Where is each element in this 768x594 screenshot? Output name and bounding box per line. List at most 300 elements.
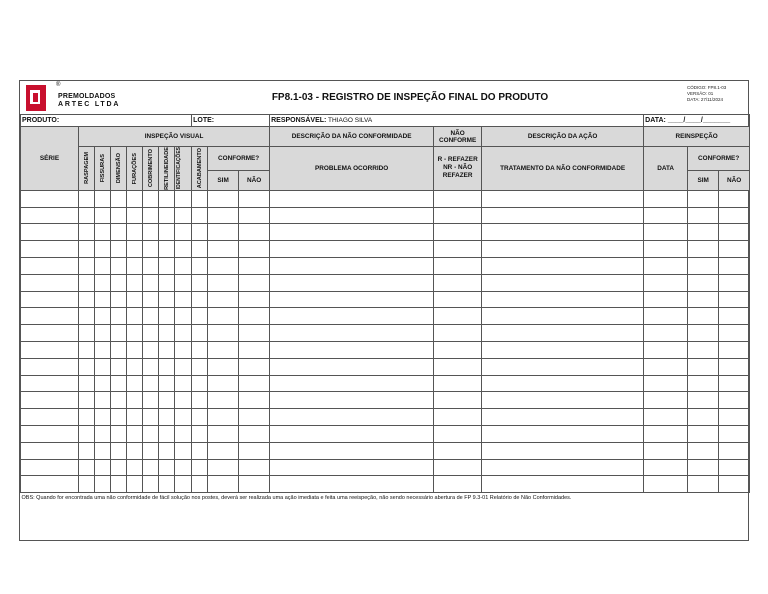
entry-cell[interactable]: [239, 308, 270, 325]
entry-cell[interactable]: [719, 291, 750, 308]
entry-cell[interactable]: [644, 409, 688, 426]
entry-cell[interactable]: [239, 375, 270, 392]
entry-cell[interactable]: [208, 375, 239, 392]
entry-cell[interactable]: [175, 207, 192, 224]
entry-cell[interactable]: [21, 308, 79, 325]
entry-cell[interactable]: [644, 325, 688, 342]
produto-field[interactable]: PRODUTO:: [21, 115, 192, 127]
entry-cell[interactable]: [143, 224, 159, 241]
entry-cell[interactable]: [644, 342, 688, 359]
entry-cell[interactable]: [175, 325, 192, 342]
entry-cell[interactable]: [95, 308, 111, 325]
entry-cell[interactable]: [95, 392, 111, 409]
entry-cell[interactable]: [644, 241, 688, 258]
entry-cell[interactable]: [239, 241, 270, 258]
entry-cell[interactable]: [719, 241, 750, 258]
entry-cell[interactable]: [208, 291, 239, 308]
entry-cell[interactable]: [688, 241, 719, 258]
entry-cell[interactable]: [482, 207, 644, 224]
entry-cell[interactable]: [79, 224, 95, 241]
entry-cell[interactable]: [239, 442, 270, 459]
entry-cell[interactable]: [143, 258, 159, 275]
entry-cell[interactable]: [688, 308, 719, 325]
entry-cell[interactable]: [270, 241, 434, 258]
entry-cell[interactable]: [434, 409, 482, 426]
entry-cell[interactable]: [239, 325, 270, 342]
entry-cell[interactable]: [111, 392, 127, 409]
entry-cell[interactable]: [79, 358, 95, 375]
entry-cell[interactable]: [482, 375, 644, 392]
entry-cell[interactable]: [719, 476, 750, 493]
entry-cell[interactable]: [644, 442, 688, 459]
entry-cell[interactable]: [21, 274, 79, 291]
entry-cell[interactable]: [688, 325, 719, 342]
entry-cell[interactable]: [434, 442, 482, 459]
entry-cell[interactable]: [434, 392, 482, 409]
entry-cell[interactable]: [644, 476, 688, 493]
entry-cell[interactable]: [21, 224, 79, 241]
entry-cell[interactable]: [719, 409, 750, 426]
entry-cell[interactable]: [208, 325, 239, 342]
entry-cell[interactable]: [159, 375, 175, 392]
entry-cell[interactable]: [175, 291, 192, 308]
entry-cell[interactable]: [192, 392, 208, 409]
entry-cell[interactable]: [159, 207, 175, 224]
entry-cell[interactable]: [192, 459, 208, 476]
entry-cell[interactable]: [434, 241, 482, 258]
entry-cell[interactable]: [127, 224, 143, 241]
entry-cell[interactable]: [95, 274, 111, 291]
entry-cell[interactable]: [95, 241, 111, 258]
entry-cell[interactable]: [270, 207, 434, 224]
data-field[interactable]: DATA: ____/____/_______: [644, 115, 750, 127]
entry-cell[interactable]: [143, 375, 159, 392]
entry-cell[interactable]: [21, 476, 79, 493]
entry-cell[interactable]: [159, 291, 175, 308]
entry-cell[interactable]: [111, 224, 127, 241]
entry-cell[interactable]: [482, 308, 644, 325]
entry-cell[interactable]: [482, 442, 644, 459]
entry-cell[interactable]: [111, 426, 127, 443]
entry-cell[interactable]: [127, 342, 143, 359]
entry-cell[interactable]: [79, 392, 95, 409]
entry-cell[interactable]: [143, 459, 159, 476]
entry-cell[interactable]: [719, 375, 750, 392]
entry-cell[interactable]: [434, 358, 482, 375]
entry-cell[interactable]: [111, 258, 127, 275]
entry-cell[interactable]: [208, 241, 239, 258]
entry-cell[interactable]: [111, 342, 127, 359]
entry-cell[interactable]: [719, 392, 750, 409]
entry-cell[interactable]: [143, 342, 159, 359]
entry-cell[interactable]: [127, 409, 143, 426]
entry-cell[interactable]: [270, 224, 434, 241]
entry-cell[interactable]: [239, 224, 270, 241]
entry-cell[interactable]: [79, 442, 95, 459]
entry-cell[interactable]: [95, 224, 111, 241]
entry-cell[interactable]: [270, 426, 434, 443]
entry-cell[interactable]: [192, 258, 208, 275]
entry-cell[interactable]: [270, 358, 434, 375]
entry-cell[interactable]: [270, 392, 434, 409]
entry-cell[interactable]: [192, 375, 208, 392]
entry-cell[interactable]: [175, 224, 192, 241]
entry-cell[interactable]: [21, 258, 79, 275]
entry-cell[interactable]: [79, 308, 95, 325]
entry-cell[interactable]: [143, 325, 159, 342]
entry-cell[interactable]: [270, 409, 434, 426]
entry-cell[interactable]: [270, 190, 434, 207]
entry-cell[interactable]: [270, 442, 434, 459]
entry-cell[interactable]: [143, 241, 159, 258]
entry-cell[interactable]: [482, 190, 644, 207]
entry-cell[interactable]: [21, 459, 79, 476]
entry-cell[interactable]: [434, 274, 482, 291]
entry-cell[interactable]: [175, 258, 192, 275]
entry-cell[interactable]: [159, 409, 175, 426]
entry-cell[interactable]: [688, 358, 719, 375]
entry-cell[interactable]: [482, 241, 644, 258]
entry-cell[interactable]: [482, 459, 644, 476]
entry-cell[interactable]: [127, 291, 143, 308]
entry-cell[interactable]: [111, 442, 127, 459]
entry-cell[interactable]: [159, 459, 175, 476]
entry-cell[interactable]: [143, 392, 159, 409]
entry-cell[interactable]: [482, 358, 644, 375]
entry-cell[interactable]: [159, 442, 175, 459]
entry-cell[interactable]: [79, 409, 95, 426]
entry-cell[interactable]: [688, 342, 719, 359]
entry-cell[interactable]: [111, 325, 127, 342]
entry-cell[interactable]: [95, 426, 111, 443]
entry-cell[interactable]: [175, 308, 192, 325]
entry-cell[interactable]: [434, 291, 482, 308]
entry-cell[interactable]: [644, 207, 688, 224]
entry-cell[interactable]: [434, 375, 482, 392]
entry-cell[interactable]: [111, 409, 127, 426]
entry-cell[interactable]: [688, 409, 719, 426]
entry-cell[interactable]: [482, 325, 644, 342]
entry-cell[interactable]: [208, 358, 239, 375]
entry-cell[interactable]: [644, 291, 688, 308]
entry-cell[interactable]: [644, 190, 688, 207]
entry-cell[interactable]: [192, 476, 208, 493]
entry-cell[interactable]: [719, 207, 750, 224]
entry-cell[interactable]: [270, 342, 434, 359]
entry-cell[interactable]: [95, 476, 111, 493]
entry-cell[interactable]: [143, 291, 159, 308]
entry-cell[interactable]: [192, 224, 208, 241]
entry-cell[interactable]: [270, 375, 434, 392]
entry-cell[interactable]: [175, 442, 192, 459]
entry-cell[interactable]: [79, 258, 95, 275]
entry-cell[interactable]: [143, 476, 159, 493]
entry-cell[interactable]: [127, 392, 143, 409]
entry-cell[interactable]: [111, 308, 127, 325]
entry-cell[interactable]: [208, 476, 239, 493]
entry-cell[interactable]: [208, 190, 239, 207]
entry-cell[interactable]: [143, 274, 159, 291]
entry-cell[interactable]: [208, 224, 239, 241]
entry-cell[interactable]: [482, 274, 644, 291]
entry-cell[interactable]: [21, 342, 79, 359]
entry-cell[interactable]: [143, 308, 159, 325]
entry-cell[interactable]: [270, 476, 434, 493]
entry-cell[interactable]: [192, 308, 208, 325]
entry-cell[interactable]: [482, 224, 644, 241]
entry-cell[interactable]: [79, 207, 95, 224]
entry-cell[interactable]: [208, 274, 239, 291]
entry-cell[interactable]: [434, 224, 482, 241]
entry-cell[interactable]: [79, 476, 95, 493]
entry-cell[interactable]: [644, 274, 688, 291]
entry-cell[interactable]: [111, 459, 127, 476]
entry-cell[interactable]: [175, 274, 192, 291]
entry-cell[interactable]: [159, 274, 175, 291]
entry-cell[interactable]: [239, 258, 270, 275]
entry-cell[interactable]: [175, 409, 192, 426]
entry-cell[interactable]: [688, 392, 719, 409]
entry-cell[interactable]: [143, 190, 159, 207]
entry-cell[interactable]: [95, 258, 111, 275]
entry-cell[interactable]: [688, 476, 719, 493]
entry-cell[interactable]: [192, 207, 208, 224]
entry-cell[interactable]: [159, 426, 175, 443]
entry-cell[interactable]: [192, 409, 208, 426]
entry-cell[interactable]: [21, 442, 79, 459]
entry-cell[interactable]: [159, 308, 175, 325]
entry-cell[interactable]: [79, 190, 95, 207]
entry-cell[interactable]: [159, 358, 175, 375]
entry-cell[interactable]: [127, 442, 143, 459]
entry-cell[interactable]: [482, 342, 644, 359]
entry-cell[interactable]: [688, 258, 719, 275]
entry-cell[interactable]: [111, 375, 127, 392]
entry-cell[interactable]: [21, 291, 79, 308]
entry-cell[interactable]: [127, 459, 143, 476]
entry-cell[interactable]: [270, 308, 434, 325]
entry-cell[interactable]: [208, 207, 239, 224]
entry-cell[interactable]: [79, 291, 95, 308]
entry-cell[interactable]: [192, 442, 208, 459]
entry-cell[interactable]: [21, 241, 79, 258]
entry-cell[interactable]: [239, 274, 270, 291]
entry-cell[interactable]: [688, 459, 719, 476]
entry-cell[interactable]: [21, 375, 79, 392]
entry-cell[interactable]: [95, 409, 111, 426]
entry-cell[interactable]: [434, 476, 482, 493]
entry-cell[interactable]: [688, 291, 719, 308]
entry-cell[interactable]: [111, 207, 127, 224]
entry-cell[interactable]: [127, 426, 143, 443]
entry-cell[interactable]: [21, 207, 79, 224]
entry-cell[interactable]: [644, 224, 688, 241]
entry-cell[interactable]: [719, 224, 750, 241]
entry-cell[interactable]: [719, 274, 750, 291]
entry-cell[interactable]: [175, 459, 192, 476]
entry-cell[interactable]: [159, 325, 175, 342]
entry-cell[interactable]: [159, 224, 175, 241]
entry-cell[interactable]: [159, 392, 175, 409]
entry-cell[interactable]: [79, 375, 95, 392]
entry-cell[interactable]: [95, 325, 111, 342]
entry-cell[interactable]: [644, 426, 688, 443]
entry-cell[interactable]: [434, 190, 482, 207]
entry-cell[interactable]: [719, 358, 750, 375]
entry-cell[interactable]: [688, 190, 719, 207]
entry-cell[interactable]: [644, 459, 688, 476]
entry-cell[interactable]: [192, 241, 208, 258]
entry-cell[interactable]: [208, 459, 239, 476]
entry-cell[interactable]: [434, 207, 482, 224]
entry-cell[interactable]: [95, 358, 111, 375]
entry-cell[interactable]: [208, 409, 239, 426]
entry-cell[interactable]: [192, 358, 208, 375]
entry-cell[interactable]: [127, 476, 143, 493]
entry-cell[interactable]: [208, 392, 239, 409]
entry-cell[interactable]: [95, 291, 111, 308]
entry-cell[interactable]: [127, 325, 143, 342]
entry-cell[interactable]: [192, 325, 208, 342]
entry-cell[interactable]: [21, 409, 79, 426]
entry-cell[interactable]: [270, 459, 434, 476]
entry-cell[interactable]: [21, 190, 79, 207]
entry-cell[interactable]: [143, 409, 159, 426]
entry-cell[interactable]: [434, 342, 482, 359]
entry-cell[interactable]: [95, 442, 111, 459]
entry-cell[interactable]: [239, 190, 270, 207]
entry-cell[interactable]: [111, 274, 127, 291]
entry-cell[interactable]: [175, 392, 192, 409]
entry-cell[interactable]: [208, 308, 239, 325]
entry-cell[interactable]: [482, 426, 644, 443]
entry-cell[interactable]: [719, 442, 750, 459]
entry-cell[interactable]: [95, 342, 111, 359]
entry-cell[interactable]: [239, 426, 270, 443]
entry-cell[interactable]: [143, 442, 159, 459]
entry-cell[interactable]: [21, 358, 79, 375]
entry-cell[interactable]: [644, 392, 688, 409]
entry-cell[interactable]: [239, 392, 270, 409]
entry-cell[interactable]: [143, 426, 159, 443]
entry-cell[interactable]: [192, 274, 208, 291]
entry-cell[interactable]: [95, 375, 111, 392]
entry-cell[interactable]: [159, 476, 175, 493]
entry-cell[interactable]: [644, 358, 688, 375]
entry-cell[interactable]: [175, 476, 192, 493]
entry-cell[interactable]: [239, 291, 270, 308]
entry-cell[interactable]: [79, 342, 95, 359]
entry-cell[interactable]: [127, 190, 143, 207]
entry-cell[interactable]: [719, 258, 750, 275]
entry-cell[interactable]: [270, 291, 434, 308]
entry-cell[interactable]: [719, 190, 750, 207]
entry-cell[interactable]: [270, 274, 434, 291]
entry-cell[interactable]: [127, 308, 143, 325]
entry-cell[interactable]: [79, 274, 95, 291]
entry-cell[interactable]: [21, 392, 79, 409]
entry-cell[interactable]: [434, 325, 482, 342]
entry-cell[interactable]: [127, 274, 143, 291]
entry-cell[interactable]: [175, 358, 192, 375]
entry-cell[interactable]: [239, 207, 270, 224]
entry-cell[interactable]: [688, 442, 719, 459]
entry-cell[interactable]: [143, 358, 159, 375]
entry-cell[interactable]: [127, 375, 143, 392]
entry-cell[interactable]: [192, 190, 208, 207]
entry-cell[interactable]: [434, 426, 482, 443]
entry-cell[interactable]: [159, 241, 175, 258]
entry-cell[interactable]: [239, 358, 270, 375]
entry-cell[interactable]: [482, 258, 644, 275]
entry-cell[interactable]: [143, 207, 159, 224]
entry-cell[interactable]: [482, 291, 644, 308]
entry-cell[interactable]: [482, 476, 644, 493]
entry-cell[interactable]: [192, 291, 208, 308]
entry-cell[interactable]: [719, 308, 750, 325]
entry-cell[interactable]: [111, 241, 127, 258]
entry-cell[interactable]: [208, 442, 239, 459]
lote-field[interactable]: LOTE:: [192, 115, 270, 127]
entry-cell[interactable]: [482, 409, 644, 426]
entry-cell[interactable]: [208, 258, 239, 275]
entry-cell[interactable]: [21, 325, 79, 342]
entry-cell[interactable]: [688, 207, 719, 224]
entry-cell[interactable]: [688, 274, 719, 291]
entry-cell[interactable]: [192, 342, 208, 359]
entry-cell[interactable]: [95, 207, 111, 224]
entry-cell[interactable]: [95, 459, 111, 476]
entry-cell[interactable]: [127, 207, 143, 224]
entry-cell[interactable]: [111, 190, 127, 207]
responsavel-field[interactable]: [270, 115, 644, 127]
entry-cell[interactable]: [434, 258, 482, 275]
entry-cell[interactable]: [159, 342, 175, 359]
entry-cell[interactable]: [111, 291, 127, 308]
entry-cell[interactable]: [175, 342, 192, 359]
entry-cell[interactable]: [95, 190, 111, 207]
entry-cell[interactable]: [127, 241, 143, 258]
entry-cell[interactable]: [79, 459, 95, 476]
entry-cell[interactable]: [127, 358, 143, 375]
entry-cell[interactable]: [270, 325, 434, 342]
entry-cell[interactable]: [434, 459, 482, 476]
entry-cell[interactable]: [111, 358, 127, 375]
entry-cell[interactable]: [688, 224, 719, 241]
entry-cell[interactable]: [239, 409, 270, 426]
entry-cell[interactable]: [239, 459, 270, 476]
entry-cell[interactable]: [644, 258, 688, 275]
entry-cell[interactable]: [111, 476, 127, 493]
entry-cell[interactable]: [434, 308, 482, 325]
entry-cell[interactable]: [270, 258, 434, 275]
entry-cell[interactable]: [688, 426, 719, 443]
entry-cell[interactable]: [719, 459, 750, 476]
entry-cell[interactable]: [644, 308, 688, 325]
entry-cell[interactable]: [208, 342, 239, 359]
entry-cell[interactable]: [159, 190, 175, 207]
entry-cell[interactable]: [79, 241, 95, 258]
entry-cell[interactable]: [175, 375, 192, 392]
entry-cell[interactable]: [239, 476, 270, 493]
entry-cell[interactable]: [175, 190, 192, 207]
entry-cell[interactable]: [208, 426, 239, 443]
entry-cell[interactable]: [719, 342, 750, 359]
entry-cell[interactable]: [175, 241, 192, 258]
entry-cell[interactable]: [719, 325, 750, 342]
entry-cell[interactable]: [21, 426, 79, 443]
entry-cell[interactable]: [79, 325, 95, 342]
